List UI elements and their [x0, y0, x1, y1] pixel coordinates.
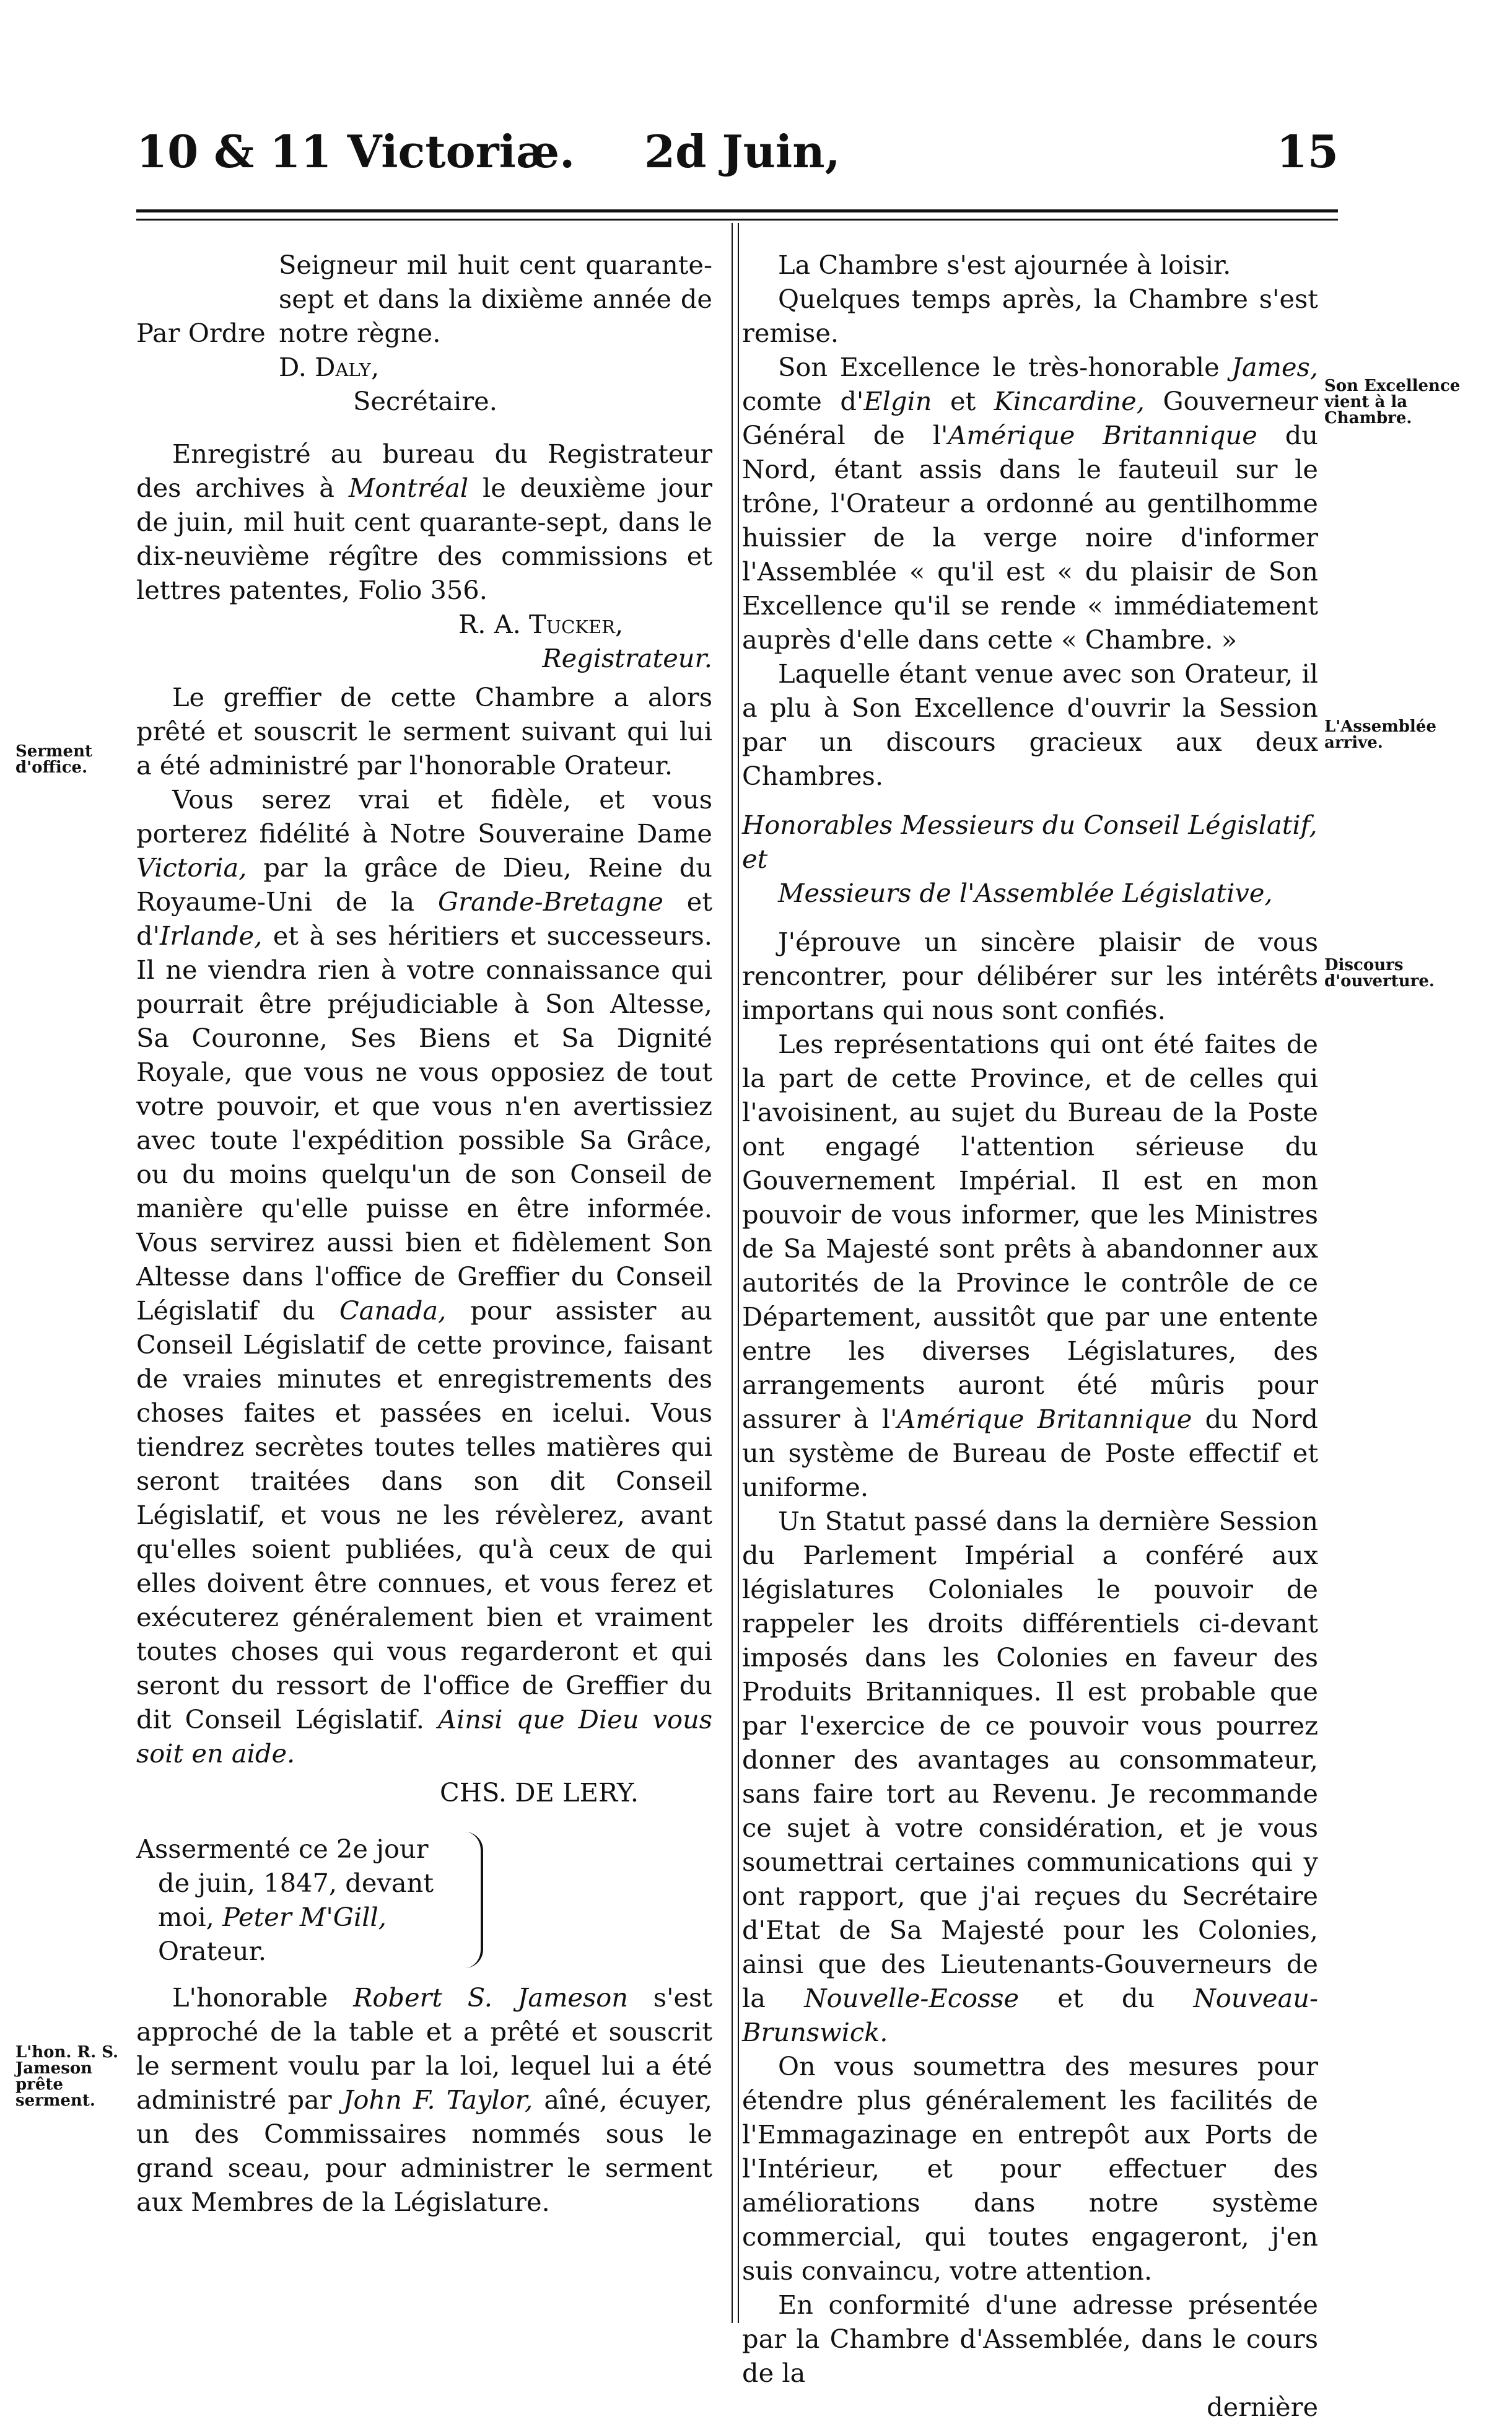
- oath-attestation: Assermenté ce 2e jour de juin, 1847, devant moi, Peter M'Gill, Orateur.: [136, 1832, 483, 1968]
- title-secretaire: Secrétaire.: [353, 386, 497, 416]
- place-montreal: Montréal: [348, 473, 469, 503]
- header-rule-thick: [136, 209, 1338, 212]
- title-registrateur: Registrateur.: [542, 643, 712, 673]
- speech-paragraph-address: En conformité d'une adresse présentée par la Chambre d'Assemblée, dans le cours de la: [742, 2290, 1318, 2388]
- signature-daly: D. Daly,: [279, 352, 380, 382]
- margin-note-discours: Discours d'ouverture.: [1324, 956, 1435, 991]
- page-number: 15: [1276, 125, 1339, 178]
- address-line-2: Messieurs de l'Assemblée Législative,: [778, 878, 1273, 908]
- right-column: [742, 248, 1318, 2424]
- assembly-arrival-paragraph: Laquelle étant venue avec son Orateur, il a plu à Son Excellence d'ouvrir la Session par un discours gracieux aux deux Chambres.: [742, 659, 1318, 791]
- jameson-paragraph: L'honorable Robert S. Jameson s'est approché de la table et a prêté et souscrit le serment voulu par la loi, lequel lui a été administré par John F. Taylor, aîné, écuyer, un des Commissaires nommés sous le grand sceau, pour administrer le serment aux Membres de la Législature.: [136, 1982, 713, 2217]
- column-divider-1: [732, 223, 733, 2323]
- signature-tucker: R. A. Tucker,: [458, 609, 624, 639]
- registration-paragraph: Enregistré au bureau du Registrateur des archives à Montréal le deuxième jour de juin, mil huit cent quarante-sept, dans le dix-neuvième régître des commissions et lettres patentes, Folio 356.: [136, 439, 712, 605]
- margin-note-serment: Serment d'office.: [15, 742, 92, 777]
- margin-note-excellence: Son Excellence vient à la Chambre.: [1324, 377, 1461, 427]
- header-regnal-year: 10 & 11 Victoriæ.: [136, 125, 575, 178]
- curly-brace: [465, 1832, 483, 1968]
- left-column: [136, 248, 712, 2219]
- speech-paragraph-postal: Les représentations qui ont été faites de la part de cette Province, et de celles qui l'avoisinent, au sujet du Bureau de la Poste ont engagé l'attention sérieuse du Gouvernement Impérial. Il est en mon pouvoir de vous informer, que les Ministres de Sa Majesté sont prêts à abandonner aux autorités de la Province le contrôle de ce Département, aussitôt que par une entente entre les diverses Législatures, des arrangements auront été mûris pour assurer à l'Amérique Britannique du Nord un système de Bureau de Poste effectif et uniforme.: [742, 1029, 1318, 1502]
- catchword: dernière: [1207, 2392, 1318, 2422]
- proclamation-end: Seigneur mil huit cent quarante-sept et dans la dixième année de notre règne.: [279, 250, 712, 348]
- oath-intro-paragraph: Le greffier de cette Chambre a alors prêté et souscrit le serment suivant qui lui a été administré par l'honorable Orateur.: [136, 682, 712, 781]
- speech-paragraph-duties: Un Statut passé dans la dernière Session du Parlement Impérial a conféré aux législatures Coloniales le pouvoir de rappeler les droits différentiels ci-devant imposés dans les Colonies en faveur des Produits Britanniques. Il est probable que par l'exercice de ce pouvoir vous pourrez donner des avantages au consommateur, sans faire tort au Revenu. Je recommande ce sujet à votre considération, et je vous soumettrai certaines communications qui y ont rapport, que j'ai reçues du Secrétaire d'Etat de Sa Majesté pour les Colonies, ainsi que des Lieutenants-Gouverneurs de la Nouvelle-Ecosse et du Nouveau-Brunswick.: [742, 1506, 1318, 2047]
- address-line-1: Honorables Messieurs du Conseil Législatif, et: [742, 810, 1318, 874]
- par-ordre: Par Ordre: [136, 318, 266, 348]
- column-divider-2: [738, 223, 739, 2323]
- speech-paragraph-warehousing: On vous soumettra des mesures pour étendre plus généralement les facilités de l'Emmagazinage en entrepôt aux Ports de l'Intérieur, et pour effectuer des améliorations dans notre système commercial, qui toutes engageront, j'en suis convaincu, votre attention.: [742, 2051, 1318, 2286]
- governor-arrival-paragraph: Son Excellence le très-honorable James, comte d'Elgin et Kincardine, Gouverneur Général de l'Amérique Britannique du Nord, étant assis dans le fauteuil sur le trône, l'Orateur a ordonné au gentilhomme huissier de la verge noire d'informer l'Assemblée « qu'il est « du plaisir de Son Excellence qu'il se rende « immédiatement auprès d'elle dans cette « Chambre. »: [742, 352, 1319, 655]
- adjournment: La Chambre s'est ajournée à loisir.: [778, 250, 1231, 280]
- page-header: [136, 124, 1339, 180]
- signature-lery: CHS. DE LERY.: [440, 1777, 639, 1808]
- margin-note-assemblee: L'Assemblée arrive.: [1324, 717, 1436, 752]
- speech-paragraph-1: J'éprouve un sincère plaisir de vous rencontrer, pour délibérer sur les intérêts importans qui nous sont confiés.: [742, 927, 1318, 1025]
- oath-text-paragraph: Vous serez vrai et fidèle, et vous porterez fidélité à Notre Souveraine Dame Victoria, par la grâce de Dieu, Reine du Royaume-Uni de la Grande-Bretagne et d'Irlande, et à ses héritiers et successeurs. Il ne viendra rien à votre connaissance qui pourrait être préjudiciable à Son Altesse, Sa Couronne, Ses Biens et Sa Dignité Royale, que vous ne vous opposiez de tout votre pouvoir, et que vous n'en avertissiez avec toute l'expédition possible Sa Grâce, ou du moins quelqu'un de son Conseil de manière qu'elle puisse en être informée. Vous servirez aussi bien et fidèlement Son Altesse dans l'office de Greffier du Conseil Législatif du Canada, pour assister au Conseil Législatif de cette province, faisant de vraies minutes et enregistrements des choses faites et passées en icelui. Vous tiendrez secrètes toutes telles matières qui seront traitées dans son dit Conseil Législatif, et vous ne les révèlerez, avant qu'elles soient publiées, qu'à ceux de qui elles doivent être connues, et vous ferez et exécuterez généralement bien et vraiment toutes choses qui vous regarderont et qui seront du ressort de l'office de Greffier du dit Conseil Législatif. Ainsi que Dieu vous soit en aide.: [136, 784, 712, 1769]
- header-date: 2d Juin,: [644, 125, 841, 178]
- resumption: Quelques temps après, la Chambre s'est remise.: [742, 284, 1318, 348]
- header-rule-thin: [136, 219, 1338, 221]
- margin-note-jameson: L'hon. R. S. Jameson prête serment.: [15, 2043, 119, 2110]
